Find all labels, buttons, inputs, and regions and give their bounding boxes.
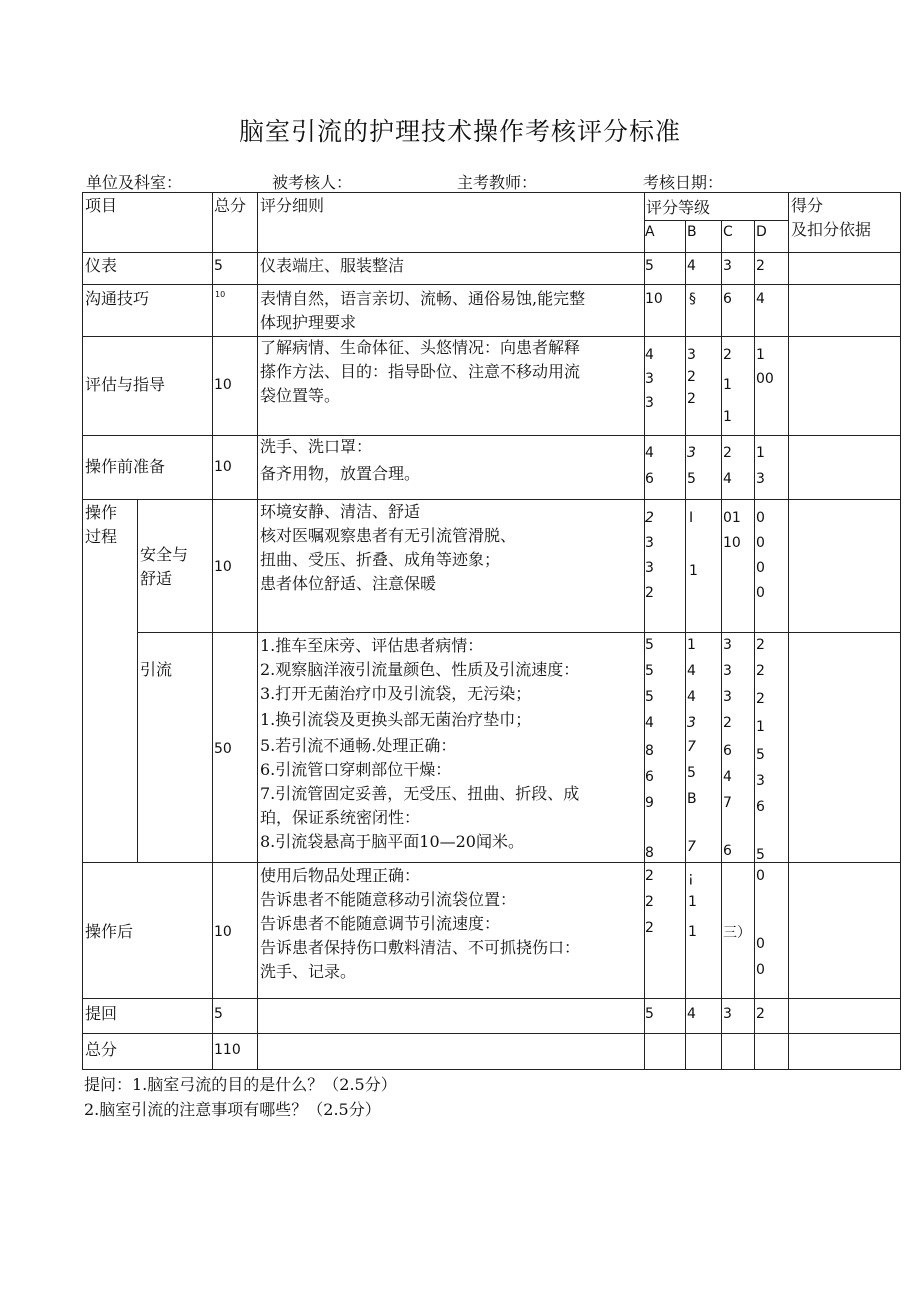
score: 3 — [756, 471, 765, 487]
row-drainage-detail: 7.引流管固定妥善，无受压、扭曲、折段、成 — [260, 784, 580, 803]
score: 1 — [756, 445, 765, 461]
row-communication-item: 沟通技巧 — [85, 289, 150, 308]
row-assessment-detail: 袋位置等。 — [260, 386, 341, 405]
score: 1 — [688, 924, 697, 940]
score: 2 — [723, 347, 732, 363]
rule — [644, 192, 645, 1070]
score: 2 — [723, 445, 732, 461]
row-appearance-b: 4 — [687, 258, 696, 274]
score: 2 — [723, 715, 732, 731]
rule — [721, 220, 722, 1070]
rule — [82, 499, 901, 500]
row-questions-item: 提回 — [85, 1004, 118, 1023]
row-communication-total: 10 — [215, 290, 226, 299]
score: 4 — [645, 445, 654, 461]
score: 2 — [687, 369, 696, 385]
row-appearance-detail: 仪表端庄、服装整洁 — [260, 256, 405, 275]
row-communication-c: 6 — [723, 291, 732, 307]
score: 5 — [756, 847, 765, 863]
row-questions-c: 3 — [723, 1006, 732, 1022]
score: 2 — [756, 637, 765, 653]
row-process-item: 过程 — [85, 527, 118, 546]
rule — [82, 435, 901, 436]
score: 1 — [688, 894, 697, 910]
score: 4 — [687, 663, 696, 679]
score: 1 — [723, 409, 732, 425]
row-drainage-total: 50 — [214, 741, 232, 757]
row-preparation-item: 操作前准备 — [85, 457, 166, 476]
rule — [754, 220, 755, 1070]
header-score: 得分 — [791, 196, 824, 215]
row-appearance-a: 5 — [645, 258, 654, 274]
row-safety-sub: 舒适 — [140, 569, 173, 588]
score: 4 — [645, 715, 654, 731]
rule — [82, 284, 901, 285]
rule — [82, 998, 901, 999]
row-questions-total: 5 — [214, 1006, 223, 1022]
row-assessment-detail: 了解病情、生命体征、头悠情况：向患者解释 — [260, 338, 581, 357]
row-appearance-c: 3 — [723, 258, 732, 274]
row-communication-b: § — [689, 291, 696, 307]
row-safety-detail: 患者体位舒适、注意保暖 — [260, 574, 437, 593]
score: 5 — [645, 689, 654, 705]
header-grade-a: A — [645, 224, 655, 240]
row-appearance-total: 5 — [214, 258, 223, 274]
score: 3 — [645, 560, 654, 576]
row-after-item: 操作后 — [85, 922, 134, 941]
score: 3 — [723, 663, 732, 679]
score: 0 — [756, 510, 765, 526]
row-safety-total: 10 — [214, 559, 232, 575]
rule — [900, 192, 901, 1070]
rule — [82, 1033, 901, 1034]
row-communication-d: 4 — [756, 291, 765, 307]
score: 2 — [645, 894, 654, 910]
score: 8 — [645, 743, 654, 759]
score: 5 — [645, 637, 654, 653]
row-after-total: 10 — [214, 924, 232, 940]
score: 3 — [687, 715, 696, 731]
examinee-label: 被考核人： — [272, 173, 353, 192]
score: 10 — [723, 535, 741, 551]
score: 2 — [645, 585, 654, 601]
score: B — [687, 791, 697, 807]
header-detail: 评分细则 — [260, 196, 325, 215]
header-grade-d: D — [756, 224, 767, 240]
row-drainage-detail: 3.打开无菌治疗巾及引流袋，无污染； — [260, 684, 532, 703]
question-1: 提问：1.脑室弓流的目的是什么？（2.5分） — [84, 1075, 397, 1094]
row-drainage-detail: 2.观察脑洋液引流量颜色、性质及引流速度： — [260, 660, 580, 679]
score: 5 — [687, 765, 696, 781]
score: 三） — [723, 925, 751, 941]
row-questions-d: 2 — [756, 1006, 765, 1022]
score: 6 — [723, 743, 732, 759]
row-communication-detail: 表情自然，语言亲切、流畅、通俗易蚀,能完整 — [260, 289, 586, 308]
row-after-detail: 告诉患者保持伤口敷料清洁、不可抓挠伤口： — [260, 938, 581, 957]
score: I — [689, 510, 694, 526]
score: 1 — [723, 377, 732, 393]
score: 4 — [723, 471, 732, 487]
row-safety-detail: 环境安静、清洁、舒适 — [260, 502, 421, 521]
score: 2 — [645, 920, 654, 936]
score: 5 — [645, 663, 654, 679]
score: 4 — [645, 347, 654, 363]
row-safety-sub: 安全与 — [140, 545, 189, 564]
score: 7 — [687, 839, 696, 855]
rule — [257, 192, 258, 1070]
row-drainage-sub: 引流 — [140, 660, 173, 679]
row-drainage-detail: 8.引流袋悬高于脑平面10—20闻米。 — [260, 832, 524, 851]
header-total: 总分 — [214, 196, 247, 215]
score: 4 — [687, 689, 696, 705]
score: 4 — [723, 769, 732, 785]
score: 1 — [689, 563, 698, 579]
row-appearance-d: 2 — [756, 258, 765, 274]
score: 3 — [756, 773, 765, 789]
score: 3 — [723, 637, 732, 653]
row-safety-detail: 核对医嘱观察患者有无引流管滑脱、 — [260, 526, 517, 545]
score: 3 — [687, 347, 696, 363]
rule — [788, 192, 789, 1070]
rule — [137, 632, 901, 633]
rule — [212, 192, 213, 1070]
unit-label: 单位及科室： — [86, 173, 183, 192]
row-process-item: 操作 — [85, 503, 118, 522]
row-assessment-item: 评估与指导 — [85, 375, 166, 394]
score: 6 — [645, 471, 654, 487]
row-drainage-detail: 6.引流管口穿刺部位干燥： — [260, 760, 452, 779]
score: 1 — [687, 637, 696, 653]
score: 2 — [645, 510, 654, 526]
row-total-value: 110 — [214, 1042, 241, 1058]
row-after-detail: 洗手、记录。 — [260, 962, 357, 981]
rule — [82, 1069, 901, 1070]
row-preparation-detail: 洗手、洗口罩： — [260, 437, 373, 456]
score: 3 — [645, 395, 654, 411]
score: 6 — [645, 769, 654, 785]
row-communication-detail: 体现护理要求 — [260, 313, 357, 332]
score: 5 — [687, 471, 696, 487]
score: 3 — [723, 689, 732, 705]
score: 9 — [645, 795, 654, 811]
row-after-detail: 使用后物品处理正确： — [260, 866, 421, 885]
score: 5 — [756, 747, 765, 763]
score: 2 — [756, 663, 765, 679]
rule — [82, 192, 901, 193]
row-appearance-item: 仪表 — [85, 256, 118, 275]
row-drainage-detail: 1.换引流袋及更换头部无菌治疗垫巾； — [260, 710, 532, 729]
rule — [137, 499, 138, 862]
rule — [82, 192, 83, 1070]
header-item: 项目 — [85, 196, 118, 215]
score: ¡ — [688, 870, 694, 886]
score: 0 — [756, 585, 765, 601]
score: 2 — [645, 868, 654, 884]
score: 00 — [756, 371, 774, 387]
row-drainage-detail: 5.若引流不通畅.处理正确： — [260, 736, 457, 755]
header-grade: 评分等级 — [646, 198, 711, 217]
row-preparation-total: 10 — [214, 459, 232, 475]
row-after-detail: 告诉患者不能随意调节引流速度： — [260, 914, 501, 933]
score: 01 — [723, 510, 741, 526]
header-score-basis: 及扣分依据 — [791, 220, 872, 239]
row-drainage-detail: 珀，保证系统密闭性： — [260, 808, 421, 827]
score: 1 — [756, 347, 765, 363]
row-questions-b: 4 — [687, 1006, 696, 1022]
header-grade-b: B — [687, 224, 697, 240]
score: 0 — [756, 560, 765, 576]
question-2: 2.脑室引流的注意事项有哪些？（2.5分） — [84, 1100, 381, 1119]
score: 0 — [756, 535, 765, 551]
score: 0 — [756, 868, 765, 884]
score: 2 — [756, 691, 765, 707]
examiner-label: 主考教师： — [457, 173, 538, 192]
score: 6 — [756, 799, 765, 815]
score: 0 — [756, 962, 765, 978]
score: 3 — [645, 371, 654, 387]
row-preparation-detail: 备齐用物，放置合理。 — [260, 464, 421, 483]
score: 3 — [687, 445, 696, 461]
row-assessment-detail: 搽作方法、目的：指导卧位、注意不移动用流 — [260, 362, 581, 381]
row-after-detail: 告诉患者不能随意移动引流袋位置： — [260, 890, 517, 909]
date-label: 考核日期： — [643, 173, 724, 192]
row-total-item: 总分 — [85, 1040, 118, 1059]
scoring-table — [82, 192, 901, 1070]
score: 7 — [687, 739, 696, 755]
score: 2 — [687, 391, 696, 407]
row-safety-detail: 扭曲、受压、折叠、成角等迹象； — [260, 550, 501, 569]
score: 1 — [756, 719, 765, 735]
page-title: 脑室引流的护理技术操作考核评分标准 — [238, 117, 681, 146]
row-communication-a: 10 — [645, 291, 663, 307]
score: 6 — [723, 843, 732, 859]
row-questions-a: 5 — [645, 1006, 654, 1022]
row-drainage-detail: 1.推车至床旁、评估患者病情： — [260, 636, 484, 655]
score: 0 — [756, 936, 765, 952]
score: 7 — [723, 795, 732, 811]
rule — [685, 220, 686, 1070]
rule — [82, 862, 901, 863]
score: 3 — [645, 535, 654, 551]
rule — [82, 252, 901, 253]
header-grade-c: C — [723, 224, 733, 240]
row-assessment-total: 10 — [214, 377, 232, 393]
score: 8 — [645, 845, 654, 861]
